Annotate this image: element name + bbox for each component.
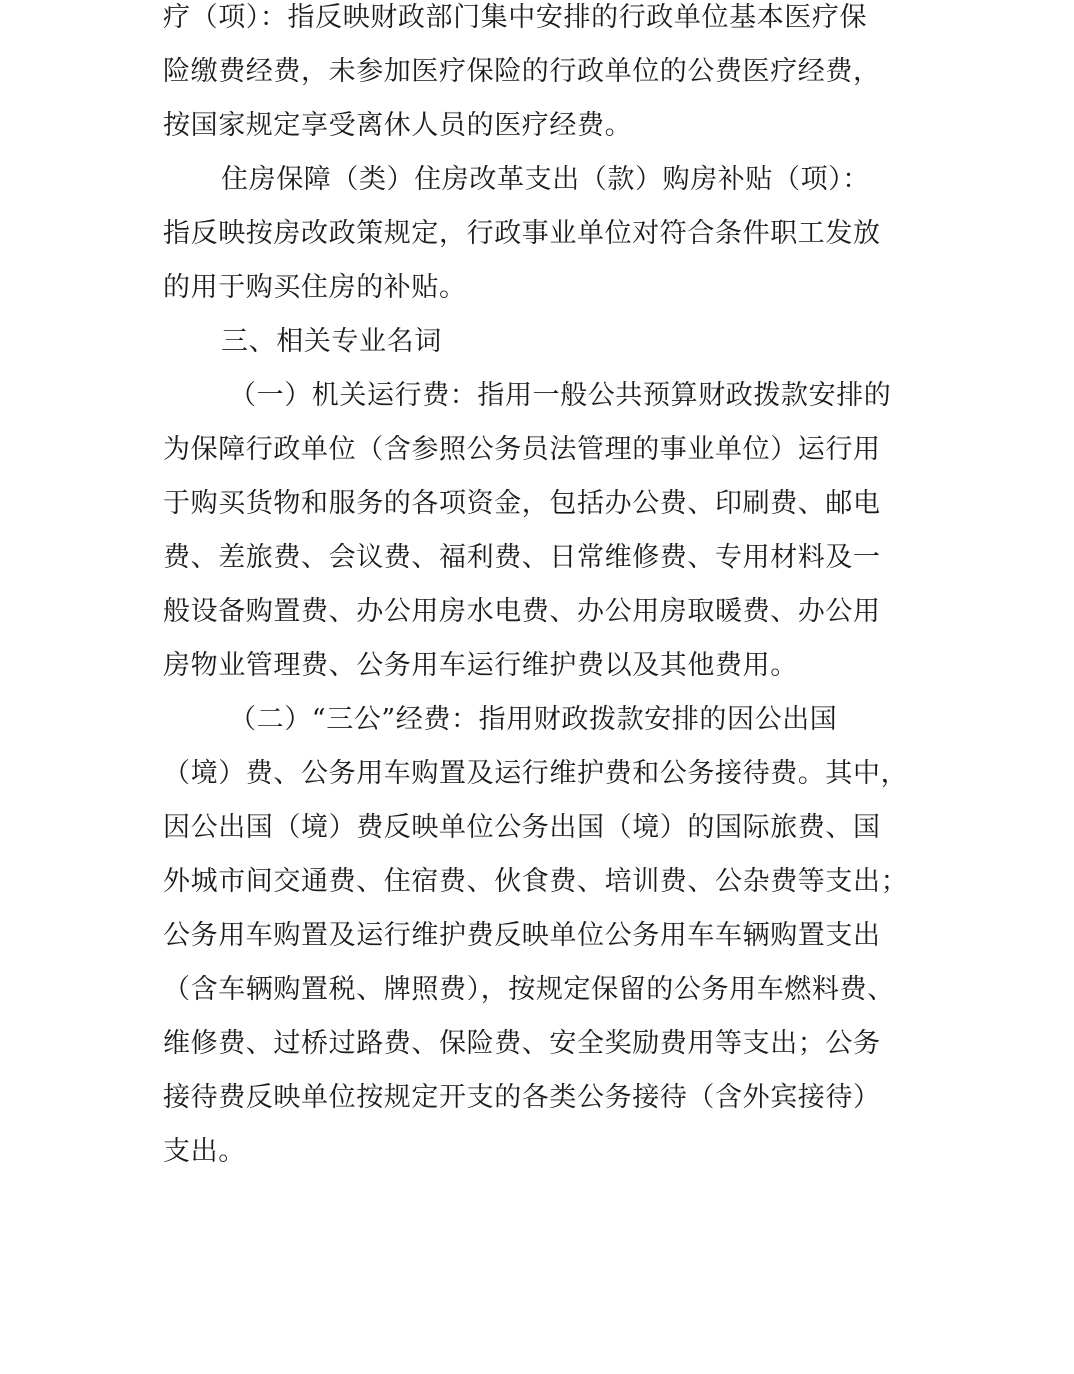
text-line: 接待费反映单位按规定开支的各类公务接待（含外宾接待）	[163, 1082, 881, 1113]
text-line: 般设备购置费、办公用房水电费、办公用房取暖费、办公用	[163, 596, 881, 627]
paragraph-start-line: （二）“三公”经费：指用财政拨款安排的因公出国	[229, 704, 838, 735]
text-line: 险缴费经费，未参加医疗保险的行政单位的公费医疗经费，	[163, 56, 881, 87]
text-line: 费、差旅费、会议费、福利费、日常维修费、专用材料及一	[163, 542, 881, 573]
text-line: 房物业管理费、公务用车运行维护费以及其他费用。	[163, 650, 798, 681]
text-line: 因公出国（境）费反映单位公务出国（境）的国际旅费、国	[163, 812, 881, 843]
text-line: 为保障行政单位（含参照公务员法管理的事业单位）运行用	[163, 434, 881, 465]
text-line: 指反映按房改政策规定，行政事业单位对符合条件职工发放	[163, 218, 881, 249]
paragraph-start-line: （一）机关运行费：指用一般公共预算财政拨款安排的	[229, 380, 892, 411]
text-line: 按国家规定享受离休人员的医疗经费。	[163, 110, 633, 141]
text-line: 外城市间交通费、住宿费、伙食费、培训费、公杂费等支出；	[163, 866, 909, 897]
text-line: （境）费、公务用车购置及运行维护费和公务接待费。其中，	[163, 758, 909, 789]
text-line: 的用于购买住房的补贴。	[163, 272, 467, 303]
text-line: 支出。	[163, 1136, 246, 1167]
text-line: 维修费、过桥过路费、保险费、安全奖励费用等支出；公务	[163, 1028, 881, 1059]
text-line: 于购买货物和服务的各项资金，包括办公费、印刷费、邮电	[163, 488, 881, 519]
text-line: （含车辆购置税、牌照费），按规定保留的公务用车燃料费、	[163, 974, 895, 1005]
text-line: 疗（项）：指反映财政部门集中安排的行政单位基本医疗保	[163, 2, 868, 33]
paragraph-start-line: 住房保障（类）住房改革支出（款）购房补贴（项）：	[221, 164, 870, 195]
text-line: 公务用车购置及运行维护费反映单位公务用车车辆购置支出	[163, 920, 881, 951]
section-heading: 三、相关专业名词	[221, 326, 442, 357]
